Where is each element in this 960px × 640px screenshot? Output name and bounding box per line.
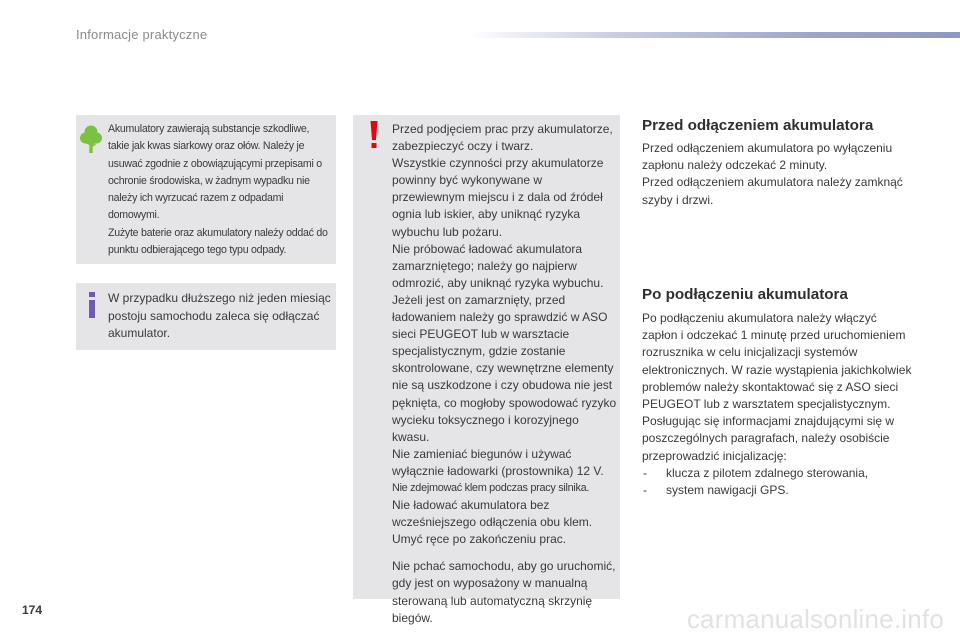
warning-paragraph: Umyć ręce po zakończeniu prac. bbox=[392, 532, 567, 547]
warning-note-text bbox=[392, 121, 618, 627]
section-paragraph: Posługując się informacjami znajdującymi się w poszczególnych paragrafach, należy osobiście przeprowadzić inicjalizację: bbox=[642, 414, 895, 463]
info-note-text: W przypadku dłuższego niż jeden miesiąc postoju samochodu zaleca się odłączać akumulator. bbox=[108, 291, 331, 340]
warning-paragraph: Przed podjęciem prac przy akumulatorze, zabezpieczyć oczy i twarz. bbox=[392, 122, 613, 154]
warning-paragraph: Nie pchać samochodu, aby go uruchomić, gdy jest on wyposażony w manualną sterowaną lub automatyczną skrzynię biegów. bbox=[392, 559, 616, 625]
watermark: carmanualsonline.info bbox=[686, 604, 944, 634]
warning-paragraph: Nie zamieniać biegunów i używać wyłącznie ładowarki (prostownika) 12 V. bbox=[392, 446, 604, 478]
section-paragraph: Przed odłączeniem akumulatora należy zamknąć szyby i drzwi. bbox=[642, 175, 903, 207]
list-item: - system nawigacji GPS. bbox=[642, 482, 912, 499]
environment-note-paragraph: Zużyte baterie oraz akumulatory należy oddać do punktu odbierającego tego typu odpady. bbox=[108, 226, 328, 257]
section-title-after-reconnect: Po podłączeniu akumulatora bbox=[642, 286, 848, 303]
page-number: 174 bbox=[22, 603, 43, 617]
header-decoration-line bbox=[468, 32, 960, 38]
warning-paragraph: Nie próbować ładować akumulatora zamarzniętego; należy go najpierw odmrozić, aby uniknąć ryzyka wybuchu. Jeżeli jest on zamarznięty, przed ładowaniem należy go sprawdzić w ASO sieci PEUGEOT lub w warsztacie specjalistycznym, gdzie zostanie skontrolowane, czy wewnętrzne elementy nie są uszkodzone i czy obudowa nie jest pęknięta, co mogłoby spowodować ryzyko wycieku toksycznego i korozyjnego kwasu. bbox=[392, 241, 617, 444]
warning-paragraph: Wszystkie czynności przy akumulatorze powinny być wykonywane w przewiewnym miejscu i z dala od źródeł ognia lub iskier, aby uniknąć ryzyka wybuchu lub pożaru. bbox=[392, 156, 604, 239]
section-paragraph: Po podłączeniu akumulatora należy włączyć zapłon i odczekać 1 minutę przed uruchomieniem rozrusznika w celu inicjalizacji systemów elektronicznych. W razie wystąpienia jakichkolwiek problemów należy skontaktować się z ASO sieci PEUGEOT lub z warsztatem specjalistycznym. bbox=[642, 311, 912, 412]
header-title: Informacje praktyczne bbox=[76, 27, 208, 42]
info-icon bbox=[86, 292, 98, 318]
section-body-after-reconnect bbox=[642, 310, 912, 499]
list-item: - klucza z pilotem zdalnego sterowania, bbox=[642, 465, 912, 482]
exclamation-icon bbox=[369, 121, 379, 149]
environment-note-paragraph: Akumulatory zawierają substancje szkodliwe, takie jak kwas siarkowy oraz ołów. Należy je usuwać zgodnie z obowiązującymi przepisami o ochronie środowiska, w żadnym wypadku nie należy ich wyrzucać razem z odpadami domowymi. bbox=[108, 123, 322, 222]
warning-paragraph: Nie zdejmować klem podczas pracy silnika. bbox=[392, 481, 590, 494]
warning-paragraph: Nie ładować akumulatora bez wcześniejszego odłączenia obu klem. bbox=[392, 498, 593, 530]
initialization-list bbox=[642, 465, 912, 499]
environment-note-text bbox=[108, 121, 330, 259]
section-body-before-disconnect bbox=[642, 140, 912, 209]
tree-icon bbox=[80, 124, 102, 154]
section-paragraph: Przed odłączeniem akumulatora po wyłączeniu zapłonu należy odczekać 2 minuty. bbox=[642, 141, 893, 173]
section-title-before-disconnect: Przed odłączeniem akumulatora bbox=[642, 117, 874, 134]
